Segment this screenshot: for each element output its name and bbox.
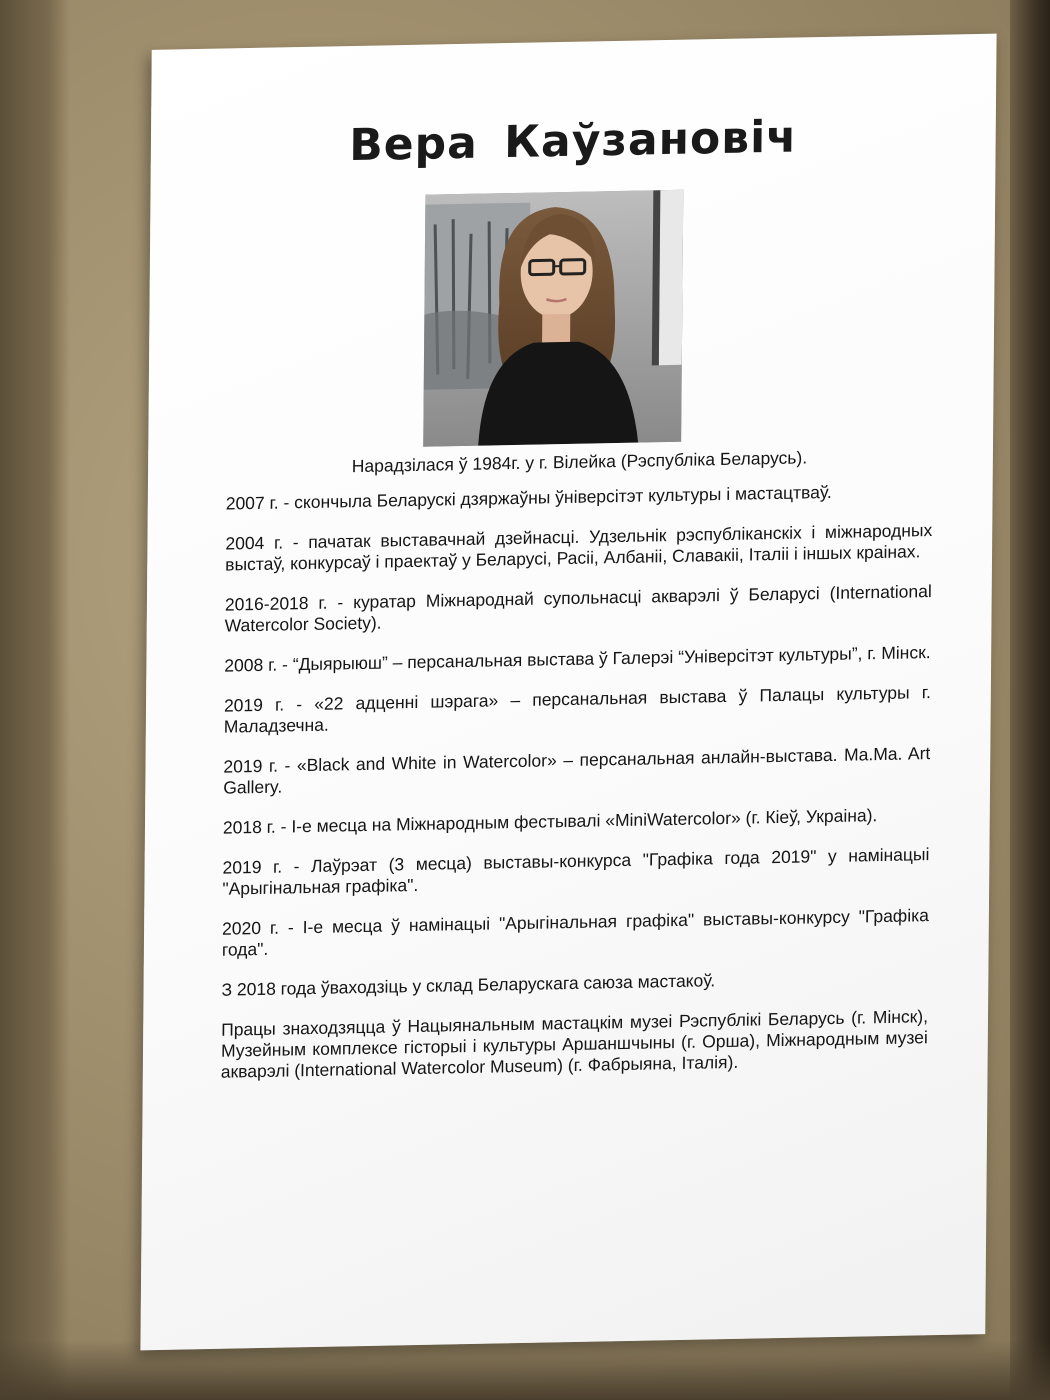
artist-portrait-photo (423, 190, 683, 447)
bio-entry: 2020 г. - I-е месца ў намінацыі "Арыгінальная графіка" выставы-конкурсу "Графіка года". (221, 905, 930, 960)
portrait-illustration (423, 190, 683, 447)
bio-entry: 2007 г. - скончыла Беларускі дзяржаўны ўніверсітэт культуры і мастацтваў. (225, 481, 832, 514)
bio-entry: 2004 г. - пачатак выставачнай дзейнасці. Удзельнік рэспубліканскіх і міжнародных выстаў, конкурсаў і праектаў у Беларусі, Расіі, Албаніі, Славакіі, Італіі і іншых краінах. (225, 519, 933, 575)
bio-entry: 2019 г. - «22 адценні шэрага» – персанальная выстава ў Палацы культуры г. Маладзечна. (223, 682, 931, 737)
bio-entry: 2019 г. - Лаўрэат (3 месца) выставы-конкурса "Графіка года 2019" у намінацыі "Арыгінальная графіка". (222, 844, 930, 899)
biography-text (221, 445, 933, 1102)
bio-entry: Працы знаходзяцца ў Нацыянальным мастацкім музеі Рэспублікі Беларусь (г. Мінск), Музейным комплексе гісторыі і культуры Аршаншчыны (г. Орша), Міжнародным музеі акварэлі (International Watercolor Museum) (г. Фабрыяна, Італія). (220, 1006, 929, 1082)
artist-name-heading: Вера Каўзановіч (348, 111, 798, 172)
bio-entry: 2018 г. - I-е месца на Міжнародным фестывалі «MiniWatercolor» (г. Кіеў, Украіна). (222, 805, 878, 838)
frame-left-edge (0, 0, 70, 1400)
bio-entry: 2008 г. - “Дыярыюш” – персанальная выстава ў Галерэі “Універсітэт культуры”, г. Мінск. (224, 642, 931, 676)
bio-entry: З 2018 года ўваходзіць у склад Беларускага саюза мастакоў. (221, 970, 716, 1000)
bio-entry: 2019 г. - «Black and White in Watercolor» – персанальная анлайн-выстава. Ma.Ma. Art Gallery. (223, 743, 931, 798)
biography-sheet (140, 34, 996, 1351)
birth-info: Нарадзілася ў 1984г. у г. Вілейка (Рэспубліка Беларусь). (351, 447, 808, 477)
frame-right-edge (1010, 0, 1050, 1400)
bio-entry: 2016-2018 г. - куратар Міжнароднай супольнасці акварэлі ў Беларусі (International Watercolor Society). (224, 581, 932, 636)
